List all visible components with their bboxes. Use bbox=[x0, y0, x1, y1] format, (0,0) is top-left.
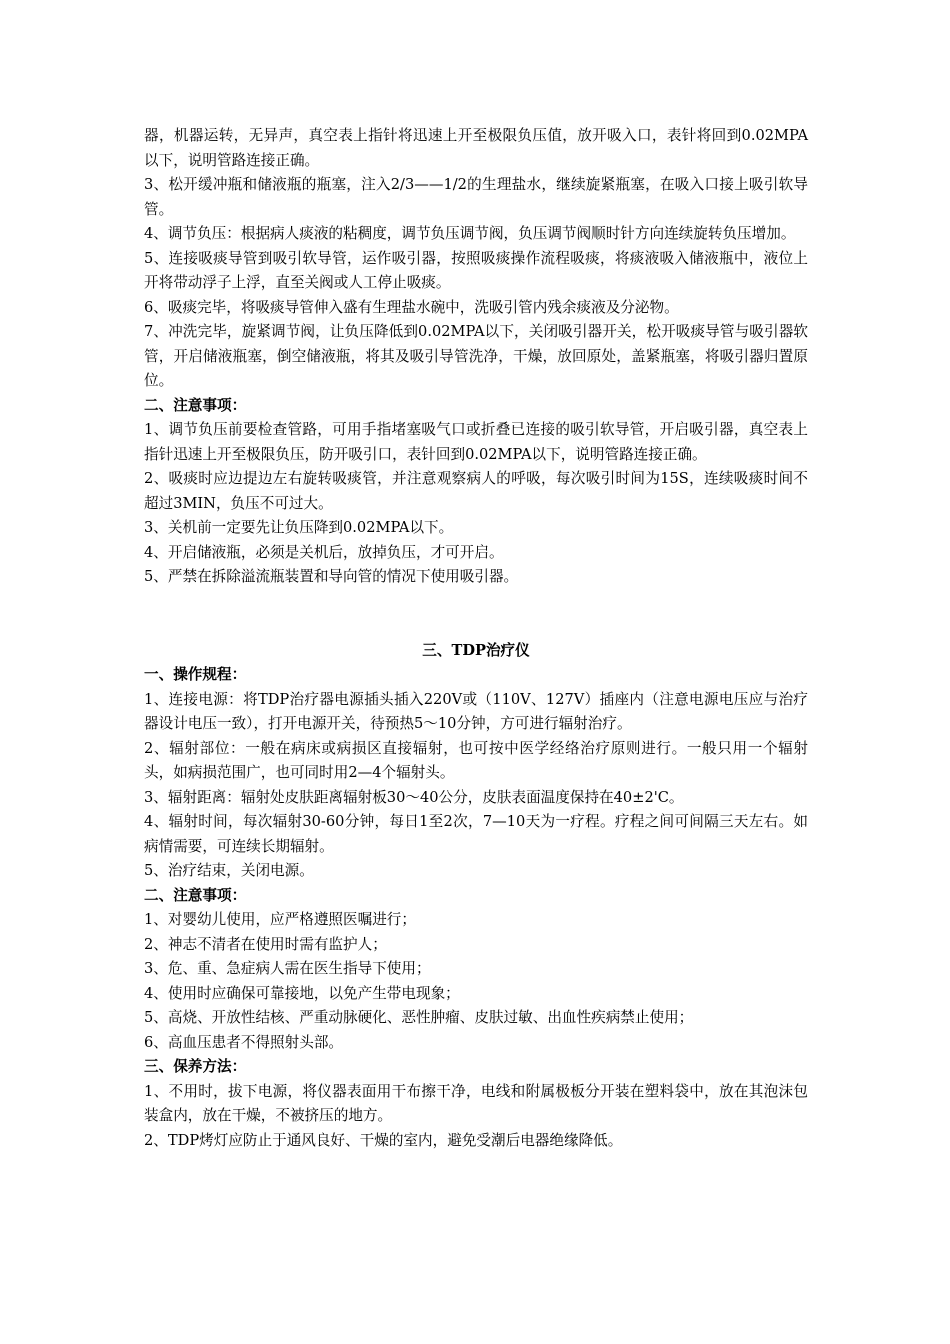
operations-heading: 一、操作规程： bbox=[144, 666, 247, 683]
note-item: 4、使用时应确保可靠接地，以免产生带电现象； bbox=[144, 984, 460, 1002]
paragraph: 器，机器运转，无异声，真空表上指针将迅速上开至极限负压值，放开吸入口，表针将回到0.02MPA以下，说明管路连接正确。 bbox=[144, 127, 808, 169]
paragraph: 3、松开缓冲瓶和储液瓶的瓶塞，注入2/3——1/2的生理盐水，继续旋紧瓶塞，在吸入口接上吸引软导管。 bbox=[144, 176, 808, 218]
document-page bbox=[144, 124, 808, 1153]
paragraph: 7、冲洗完毕，旋紧调节阀，让负压降低到0.02MPA以下，关闭吸引器开关，松开吸痰导管与吸引器软管，开启储液瓶塞，倒空储液瓶，将其及吸引导管洗净，干燥，放回原处，盖紧瓶塞，将吸引器归置原位。 bbox=[144, 323, 808, 389]
note-item: 5、严禁在拆除溢流瓶装置和导向管的情况下使用吸引器。 bbox=[144, 568, 519, 585]
note-item: 4、开启储液瓶，必须是关机后，放掉负压，才可开启。 bbox=[144, 543, 504, 561]
note-item: 3、关机前一定要先让负压降到0.02MPA以下。 bbox=[144, 519, 454, 536]
operation-item: 1、连接电源：将TDP治疗器电源插头插入220V或（110V、127V）插座内（注意电源电压应与治疗器设计电压一致），打开电源开关，待预热5～10分钟，方可进行辐射治疗。 bbox=[144, 690, 808, 732]
note-item: 3、危、重、急症病人需在医生指导下使用； bbox=[144, 960, 431, 977]
paragraph: 5、连接吸痰导管到吸引软导管，运作吸引器，按照吸痰操作流程吸痰，将痰液吸入储液瓶中，液位上开将带动浮子上浮，直至关阀或人工停止吸痰。 bbox=[144, 249, 808, 291]
note-item: 2、吸痰时应边提边左右旋转吸痰管，并注意观察病人的呼吸，每次吸引时间为15S，连续吸痰时间不超过3MIN，负压不可过大。 bbox=[144, 470, 808, 512]
paragraph: 4、调节负压：根据病人痰液的粘稠度，调节负压调节阀，负压调节阀顺时针方向连续旋转负压增加。 bbox=[144, 225, 796, 242]
note-item: 2、神志不清者在使用时需有监护人； bbox=[144, 935, 387, 953]
maintenance-item: 2、TDP烤灯应防止于通风良好、干燥的室内，避免受潮后电器绝缘降低。 bbox=[144, 1131, 623, 1149]
notes-heading: 二、注意事项： bbox=[144, 886, 247, 904]
maintenance-item: 1、不用时，拔下电源，将仪器表面用干布擦干净，电线和附属极板分开装在塑料袋中，放在其泡沫包装盒内，放在干燥，不被挤压的地方。 bbox=[144, 1082, 808, 1124]
note-item: 1、调节负压前要检查管路，可用手指堵塞吸气口或折叠已连接的吸引软导管，开启吸引器，真空表上指针迅速上开至极限负压，防开吸引口，表针回到0.02MPA以下，说明管路连接正确。 bbox=[144, 421, 808, 463]
operation-item: 5、治疗结束，关闭电源。 bbox=[144, 862, 314, 879]
maintenance-heading: 三、保养方法： bbox=[144, 1058, 247, 1075]
note-item: 5、高烧、开放性结核、严重动脉硬化、恶性肿瘤、皮肤过敏、出血性疾病禁止使用； bbox=[144, 1009, 694, 1026]
operation-item: 3、辐射距离：辐射处皮肤距离辐射板30～40公分，皮肤表面温度保持在40±2'C。 bbox=[144, 788, 684, 806]
operation-item: 2、辐射部位：一般在病床或病损区直接辐射，也可按中医学经络治疗原则进行。一般只用一个辐射头，如病损范围广，也可同时用2—4个辐射头。 bbox=[144, 739, 808, 781]
section-title: 三、TDP治疗仪 bbox=[422, 641, 530, 659]
note-item: 1、对婴幼儿使用，应严格遵照医嘱进行； bbox=[144, 911, 416, 928]
notes-heading: 二、注意事项： bbox=[144, 396, 247, 414]
note-item: 6、高血压患者不得照射头部。 bbox=[144, 1033, 344, 1051]
section-spacer bbox=[144, 590, 808, 639]
operation-item: 4、辐射时间，每次辐射30-60分钟，每日1至2次，7—10天为一疗程。疗程之间可间隔三天左右。如病情需要，可连续长期辐射。 bbox=[144, 813, 808, 855]
paragraph: 6、吸痰完毕，将吸痰导管伸入盛有生理盐水碗中，洗吸引管内残余痰液及分泌物。 bbox=[144, 298, 679, 316]
